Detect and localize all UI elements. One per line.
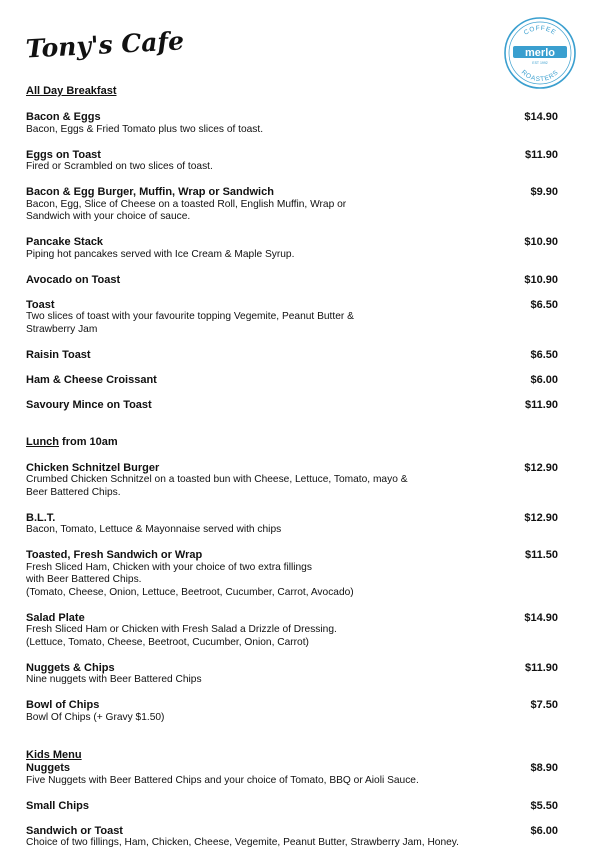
- item-description: Five Nuggets with Beer Battered Chips and your choice of Tomato, BBQ or Aioli Sauce.: [26, 774, 419, 786]
- item-price: $10.90: [524, 236, 558, 248]
- item-description: Nine nuggets with Beer Battered Chips: [26, 674, 202, 685]
- section-title-kids: Kids Menu: [26, 749, 82, 761]
- merlo-coffee-badge: [503, 16, 577, 90]
- item-price: $5.50: [530, 799, 558, 812]
- item-price: $9.90: [530, 186, 558, 198]
- item-price: $8.90: [530, 762, 558, 774]
- menu-item: [26, 349, 558, 362]
- item-price: $6.00: [530, 373, 558, 386]
- section-title-breakfast: All Day Breakfast: [26, 85, 117, 97]
- menu-item: [26, 186, 558, 224]
- svg-text:COFFEE: [523, 25, 557, 37]
- item-name: Nuggets: [26, 762, 70, 774]
- menu-item: [26, 236, 558, 261]
- menu: [26, 85, 558, 850]
- item-name: Chicken Schnitzel Burger: [26, 461, 160, 474]
- item-price: $12.90: [524, 461, 558, 474]
- item-description: Bacon, Eggs & Fried Tomato plus two slices of toast.: [26, 123, 264, 135]
- menu-item: [26, 111, 558, 136]
- item-price: $6.50: [530, 298, 558, 311]
- item-description: Two slices of toast with your favourite topping Vegemite, Peanut Butter & Strawberry Jam: [26, 311, 354, 335]
- menu-item: [26, 374, 558, 387]
- item-name: Small Chips: [26, 799, 89, 812]
- item-description: Fresh Sliced Ham, Chicken with your choice of two extra fillings: [26, 561, 312, 573]
- item-name: Bacon & Egg Burger, Muffin, Wrap or Sandwich: [26, 186, 274, 198]
- menu-item: [26, 800, 558, 813]
- item-description: Fresh Sliced Ham or Chicken with Fresh Salad a Drizzle of Dressing.: [26, 624, 337, 635]
- item-name: Raisin Toast: [26, 348, 91, 361]
- item-price: $11.90: [524, 398, 558, 411]
- item-name: Salad Plate: [26, 611, 85, 624]
- menu-item: [26, 274, 558, 287]
- menu-item: [26, 149, 558, 174]
- menu-item: [26, 512, 558, 537]
- item-name: Eggs on Toast: [26, 148, 101, 161]
- menu-item: [26, 699, 558, 724]
- item-name: Ham & Cheese Croissant: [26, 373, 157, 386]
- item-description: Crumbed Chicken Schnitzel on a toasted bun with Cheese, Lettuce, Tomato, mayo & Beer Battered Chips.: [26, 474, 408, 498]
- item-price: $6.50: [530, 348, 558, 361]
- item-description: Choice of two fillings, Ham, Chicken, Cheese, Vegemite, Peanut Butter, Strawberry Jam, Honey.: [26, 837, 459, 848]
- badge-brand: merlo: [525, 47, 555, 59]
- menu-item: [26, 549, 558, 599]
- item-price: $11.90: [524, 661, 558, 674]
- cafe-logo: [24, 20, 185, 70]
- item-name: Avocado on Toast: [26, 273, 121, 286]
- item-price: $7.50: [530, 699, 558, 711]
- section-title-lunch: Lunch from 10am: [26, 436, 118, 448]
- item-description: Fired or Scrambled on two slices of toast.: [26, 161, 213, 172]
- item-description: Piping hot pancakes served with Ice Cream & Maple Syrup.: [26, 248, 295, 260]
- item-description: (Tomato, Cheese, Onion, Lettuce, Beetroot, Cucumber, Carrot, Avocado): [26, 586, 354, 598]
- item-name: Toast: [26, 298, 55, 311]
- item-name: Pancake Stack: [26, 236, 104, 248]
- menu-item: [26, 662, 558, 687]
- item-description: (Lettuce, Tomato, Cheese, Beetroot, Cucumber, Onion, Carrot): [26, 636, 309, 648]
- item-name: Bacon & Eggs: [26, 111, 101, 123]
- item-name: Savoury Mince on Toast: [26, 398, 152, 411]
- item-name: Bowl of Chips: [26, 699, 100, 711]
- item-name: Toasted, Fresh Sandwich or Wrap: [26, 549, 203, 561]
- item-price: $12.90: [524, 511, 558, 524]
- item-price: $11.90: [524, 148, 558, 161]
- item-name: B.L.T.: [26, 511, 56, 524]
- badge-top-text: COFFEE: [522, 24, 558, 37]
- item-name: Nuggets & Chips: [26, 661, 115, 674]
- svg-text:ROASTERS: [520, 69, 560, 83]
- badge-bottom-text: ROASTERS: [519, 68, 561, 84]
- item-price: $10.90: [524, 273, 558, 286]
- menu-item: [26, 462, 558, 500]
- item-price: $14.90: [524, 111, 558, 123]
- menu-item: [26, 825, 558, 850]
- menu-item: [26, 399, 558, 412]
- menu-item: [26, 612, 558, 650]
- menu-item: [26, 299, 558, 337]
- item-price: $6.00: [530, 824, 558, 837]
- badge-middle-text: EST 1992: [532, 61, 548, 65]
- logo-text: Tony's Cafe: [25, 26, 185, 64]
- item-description: Bacon, Egg, Slice of Cheese on a toasted Roll, English Muffin, Wrap or Sandwich with your choice of sauce.: [26, 198, 347, 222]
- item-name: Sandwich or Toast: [26, 824, 123, 837]
- item-description: with Beer Battered Chips.: [26, 574, 142, 585]
- item-price: $11.50: [524, 549, 558, 561]
- item-description: Bacon, Tomato, Lettuce & Mayonnaise served with chips: [26, 524, 282, 535]
- menu-item: [26, 762, 558, 787]
- item-price: $14.90: [524, 611, 558, 624]
- item-description: Bowl Of Chips (+ Gravy $1.50): [26, 711, 165, 723]
